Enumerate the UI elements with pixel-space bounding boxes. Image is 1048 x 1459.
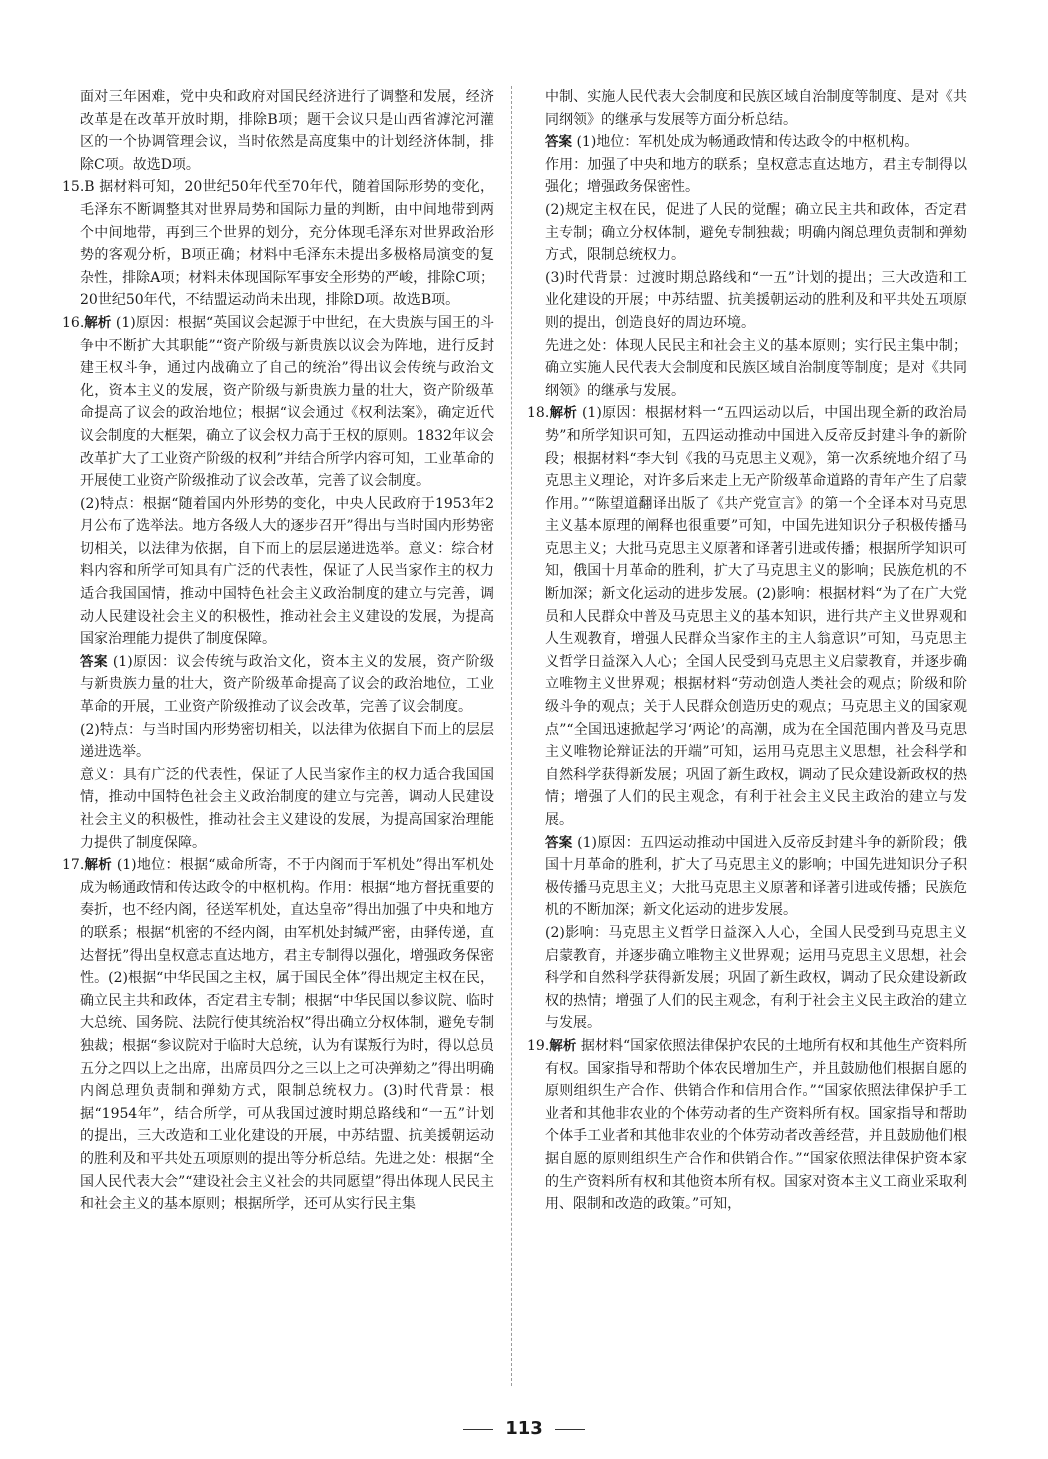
analysis-text: (1)原因：根据“英国议会起源于中世纪，在大贵族与国王的斗争中不断扩大其职能”“资产阶级与新贵族以议会为阵地，进行反封建王权斗争，通过内战确立了自己的统治”得出议会传统与政治文化，资本主义的发展，资产阶级与新贵族力量的壮大，资产阶级革命提高了议会的政治地位；根据“议会通过《权利法案》，确定近代议会制度的大框架，确立了议会权力高于王权的原则。1832年议会改革扩大了工业资产阶级的权利”并结合所学内容可知，工业革命的开展使工业资产阶级推动了议会改革，完善了议会制度。 <box>80 314 495 490</box>
answer-label: 答案 <box>545 834 573 851</box>
question-16-analysis <box>62 312 494 493</box>
answer-text: (2)规定主权在民，促进了人民的觉醒；确立民主共和政体，否定君主专制；确立分权体制，避免专制独裁；明确内阁总理负责制和弹劾方式，限制总统权力。 <box>545 201 967 264</box>
answer-text: (1)原因：议会传统与政治文化，资本主义的发展，资产阶级与新贵族力量的壮大，资产阶级革命提高了议会的政治地位，工业革命的开展，工业资产阶级推动了议会改革，完善了议会制度。 <box>80 653 494 716</box>
analysis-label: 解析 <box>549 405 578 422</box>
question-number: 15.B <box>62 179 95 196</box>
answer-text: (2)特点：与当时国内形势密切相关，以法律为依据自下而上的层层递进选举。 <box>80 721 494 761</box>
right-column <box>527 86 967 1216</box>
analysis-text: 据材料“国家依照法律保护农民的土地所有权和其他生产资料所有权。国家指导和帮助个体农民增加生产，并且鼓励他们根据自愿的原则组织生产合作、供销合作和信用合作。”“国家依照法律保护手工业者和其他非农业的个体劳动者的生产资料所有权。国家指导和帮助个体手工业者和其他非农业的个体劳动者改善经营，并且鼓励他们根据自愿的原则组织生产合作和供销合作。”“国家依照法律保护资本家的生产资料所有权和其他资本所有权。国家对资本主义工商业采取利用、限制和改造的政策。”可知， <box>545 1037 968 1213</box>
answer-text: 作用：加强了中央和地方的联系；皇权意志直达地方，君主专制得以强化；增强政务保密性。 <box>545 156 967 196</box>
answer-18 <box>527 832 967 922</box>
question-19-analysis <box>527 1035 967 1216</box>
question-18-analysis <box>527 402 967 831</box>
answer-text: (1)原因：五四运动推动中国进入反帝反封建斗争的新阶段；俄国十月革命的胜利，扩大了马克思主义的影响；中国先进知识分子积极传播马克思主义；大批马克思主义原著和译著引进或传播；民族危机的不断加深；新文化运动的进步发展。 <box>545 834 967 919</box>
answer-label: 答案 <box>80 653 108 670</box>
question-number: 18. <box>527 405 550 422</box>
answer-text: (1)地位：军机处成为畅通政情和传达政令的中枢机构。 <box>576 134 919 151</box>
question-number: 19. <box>527 1037 550 1054</box>
page-footer <box>0 1418 1048 1439</box>
paragraph: 面对三年困难，党中央和政府对国民经济进行了调整和发展，经济改革是在改革开放时期，排除B项；题干会议只是山西省滹沱河灌区的一个协调管理会议，当时依然是高度集中的计划经济体制，排除C项。故选D项。 <box>80 89 494 173</box>
question-number: 16. <box>62 314 85 331</box>
answer-text: (2)影响：马克思主义哲学日益深入人心，全国人民受到马克思主义启蒙教育，并逐步确立唯物主义世界观；运用马克思主义思想，社会科学和自然科学获得新发展；巩固了新生政权，调动了民众建设新政权的热情；增强了人们的民主观念，有利于社会主义民主政治的建立与发展。 <box>545 924 967 1032</box>
analysis-text: (1)地位：根据“威命所寄，不于内阁而于军机处”得出军机处成为畅通政情和传达政令的中枢机构。作用：根据“地方督抚重要的奏折，也不经内阁，径送军机处，直达皇帝”得出加强了中央和地方的联系；根据“机密的不经内阁，由军机处封缄严密，由驿传递，直达督抚”得出皇权意志直达地方，君主专制得以强化，增强政务保密性。(2)根据“中华民国之主权，属于国民全体”得出规定主权在民，确立民主共和政体，否定君主专制；根据“中华民国以参议院、临时大总统、国务院、法院行使其统治权”得出确立分权体制，避免专制独裁；根据“参议院对于临时大总统，认为有谋叛行为时，得以总员五分之四以上之出席，出席员四分之三以上之可决弹劾之”得出明确内阁总理负责制和弹劾方式，限制总统权力。(3)时代背景：根据“1954年”，结合所学，可从我国过渡时期总路线和“一五”计划的提出，三大改造和工业化建设的开展，中苏结盟、抗美援朝运动的胜利及和平共处五项原则的提出等分析总结。先进之处：根据“全国人民代表大会”“建设社会主义社会的共同愿望”得出体现人民民主和社会主义的基本原则；根据所学，还可从实行民主集 <box>80 857 494 1213</box>
analysis-text: (2)特点：根据“随着国内外形势的变化，中央人民政府于1953年2月公布了选举法。地方各级人大的逐步召开”得出与当时国内形势密切相关，以法律为依据，自下而上的层层递进选举。意义：综合材料内容和所学可知具有广泛的代表性，保证了人民当家作主的权力适合我国国情，推动中国特色社会主义政治制度的建立与完善，调动人民建设社会主义的积极性，推动社会主义建设的发展，为提高国家治理能力提供了制度保障。 <box>80 495 494 648</box>
footer-dash-left <box>463 1429 493 1430</box>
answer-text: 先进之处：体现人民民主和社会主义的基本原则；实行民主集中制；确立实施人民代表大会制度和民族区域自治制度等制度；是对《共同纲领》的继承与发展。 <box>545 337 967 399</box>
footer-dash-right <box>555 1429 585 1430</box>
question-17-analysis <box>62 854 494 1216</box>
answer-label: 答案 <box>545 134 572 151</box>
analysis-label: 解析 <box>84 857 113 874</box>
question-text: 据材料可知，20世纪50年代至70年代，随着国际形势的变化，毛泽东不断调整其对世界局势和国际力量的判断，由中间地带到两个中间地带，再到三个世界的划分，充分体现毛泽东对世界政治形势的客观分析，B项正确；材料中毛泽东未提出多极格局演变的复杂性，排除A项；材料未体现国际军事安全形势的严峻，排除C项；20世纪50年代，不结盟运动尚未出现，排除D项。故选B项。 <box>80 179 494 309</box>
answer-16 <box>62 651 494 719</box>
question-number: 17. <box>62 857 85 874</box>
paragraph: 中制、实施人民代表大会制度和民族区域自治制度等制度、是对《共同纲领》的继承与发展等方面分析总结。 <box>545 89 967 128</box>
left-column <box>62 86 494 1216</box>
answer-text: 意义：具有广泛的代表性，保证了人民当家作主的权力适合我国国情，推动中国特色社会主义政治制度的建立与完善，调动人民建设社会主义的积极性，推动社会主义建设的发展，为提高国家治理能力提供了制度保障。 <box>80 766 494 851</box>
analysis-text: (1)原因：根据材料一“五四运动以后，中国出现全新的政治局势”和所学知识可知，五四运动推动中国进入反帝反封建斗争的新阶段；根据材料“李大钊《我的马克思主义观》，第一次系统地介绍了马克思主义理论，对许多后来走上无产阶级革命道路的青年产生了启蒙作用。”“陈望道翻译出版了《共产党宣言》的第一个全译本对马克思主义基本原理的阐释也很重要”可知，中国先进知识分子积极传播马克思主义；大批马克思主义原著和译著引进或传播；根据所学知识可知，俄国十月革命的胜利，扩大了马克思主义的影响；民族危机的不断加深；新文化运动的进步发展。(2)影响：根据材料“为了在广大党员和人民群众中普及马克思主义的基本知识，进行共产主义世界观和人生观教育，增强人民群众当家作主的主人翁意识”可知，马克思主义哲学日益深入人心；全国人民受到马克思主义启蒙教育，并逐步确立唯物主义世界观；根据材料“劳动创造人类社会的观点；阶级和阶级斗争的观点；关于人民群众创造历史的观点；马克思主义的国家观点”“全国迅速掀起学习‘两论’的高潮，成为在全国范围内普及马克思主义唯物论辩证法的开端”可知，运用马克思主义思想，社会科学和自然科学获得新发展；巩固了新生政权，调动了民众建设新政权的热情；增强了人们的民主观念，有利于社会主义民主政治的建立与发展。 <box>545 405 967 828</box>
column-divider <box>511 86 512 1386</box>
page-number: 113 <box>505 1418 543 1439</box>
question-15 <box>62 176 494 312</box>
answer-17 <box>527 131 967 154</box>
analysis-label: 解析 <box>549 1037 577 1054</box>
analysis-label: 解析 <box>84 314 112 331</box>
answer-text: (3)时代背景：过渡时期总路线和“一五”计划的提出；三大改造和工业化建设的开展；中苏结盟、抗美援朝运动的胜利及和平共处五项原则的提出，创造良好的周边环境。 <box>545 269 967 331</box>
